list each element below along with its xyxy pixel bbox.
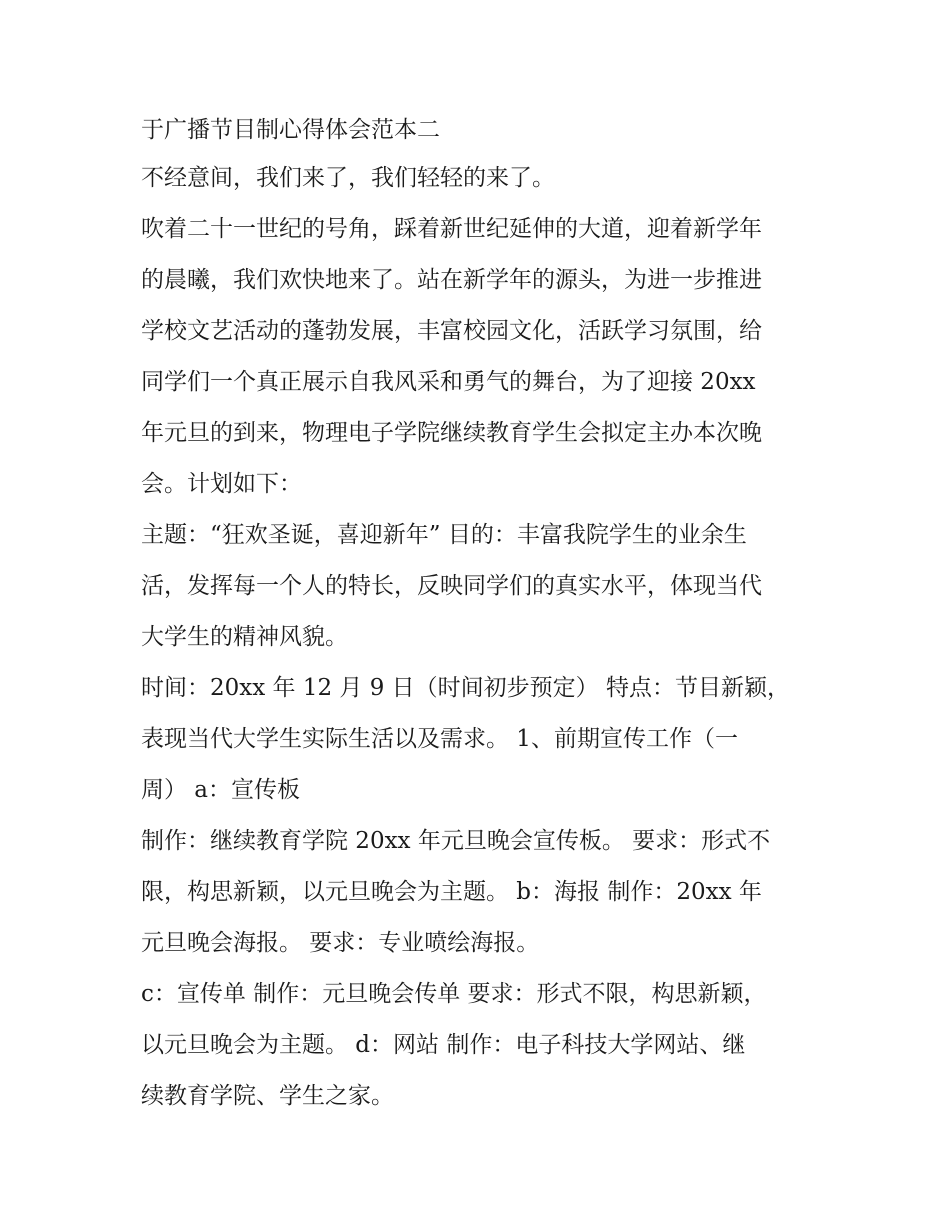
document-body <box>141 107 821 1122</box>
text-line: 同学们一个真正展示自我风采和勇气的舞台，为了迎接 20xx <box>141 369 756 395</box>
text-line: 不经意间，我们来了，我们轻轻的来了。 <box>141 165 555 191</box>
text-line: 大学生的精神风貌。 <box>141 624 348 650</box>
text-line: 吹着二十一世纪的号角，踩着新世纪延伸的大道，迎着新学年 <box>141 216 762 242</box>
text-line: 年元旦的到来，物理电子学院继续教育学生会拟定主办本次晚 <box>141 420 762 446</box>
text-line: 以元旦晚会为主题。 d：网站 制作：电子科技大学网站、继 <box>141 1032 746 1058</box>
text-line: 的晨曦，我们欢快地来了。站在新学年的源头，为进一步推进 <box>141 267 762 293</box>
text-line: 学校文艺活动的蓬勃发展，丰富校园文化，活跃学习氛围，给 <box>141 318 762 344</box>
text-line: 表现当代大学生实际生活以及需求。 1、前期宣传工作（一 <box>141 726 738 752</box>
document-title: 于广播节目制心得体会范本二 <box>141 117 440 143</box>
text-line: 会。计划如下： <box>141 471 302 497</box>
text-line: 元旦晚会海报。 要求：专业喷绘海报。 <box>141 930 540 956</box>
text-line: 时间：20xx 年 12 月 9 日（时间初步预定） 特点：节目新颖， <box>141 675 790 701</box>
text-line: 活，发挥每一个人的特长，反映同学们的真实水平，体现当代 <box>141 573 762 599</box>
text-line: c：宣传单 制作：元旦晚会传单 要求：形式不限，构思新颖， <box>141 981 767 1007</box>
text-line: 制作：继续教育学院 20xx 年元旦晚会宣传板。 要求：形式不 <box>141 828 771 854</box>
text-line: 续教育学院、学生之家。 <box>141 1083 394 1109</box>
text-line: 主题：“狂欢圣诞，喜迎新年” 目的：丰富我院学生的业余生 <box>141 522 747 548</box>
text-line: 限，构思新颖，以元旦晚会为主题。 b：海报 制作：20xx 年 <box>141 879 762 905</box>
text-line: 周） a：宣传板 <box>141 777 301 803</box>
